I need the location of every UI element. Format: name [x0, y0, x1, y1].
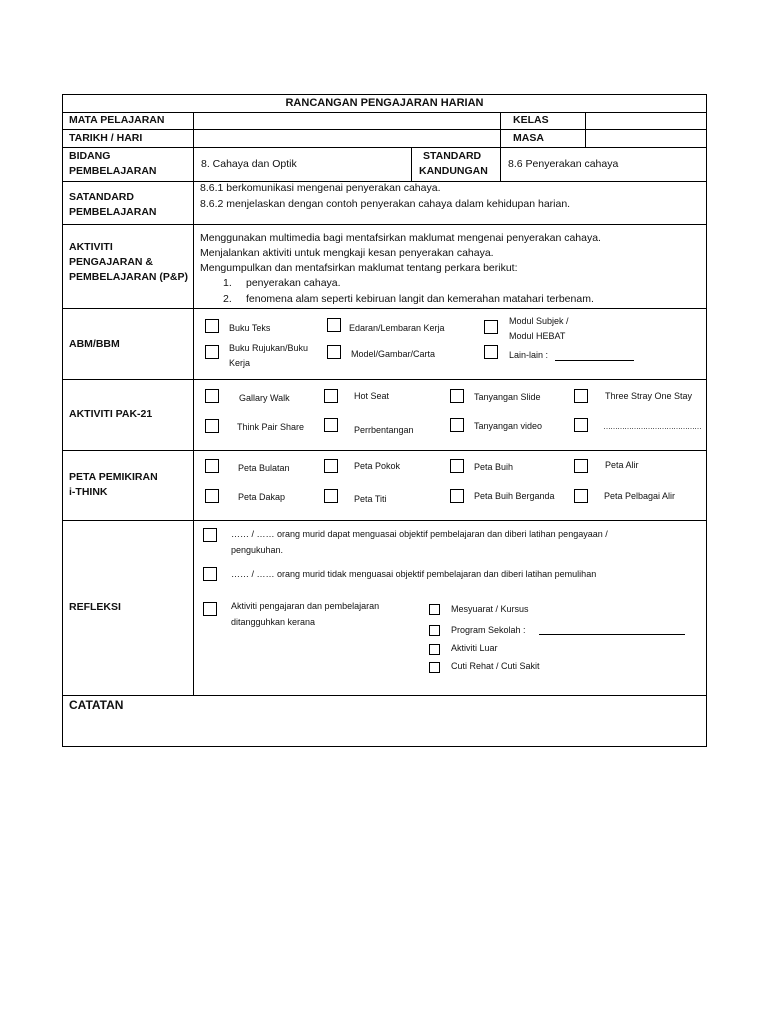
standard-value: 8.6 Penyerakan cahaya: [508, 158, 619, 170]
ithink-label-line1: PETA PEMIKIRAN: [69, 471, 158, 483]
program-sekolah-label: Program Sekolah :: [451, 625, 526, 635]
tayangan-video-checkbox[interactable]: [450, 418, 464, 432]
gallary-walk-label: Gallary Walk: [239, 393, 290, 403]
masa-label: MASA: [513, 132, 544, 144]
mesyuarat-checkbox[interactable]: [429, 604, 440, 615]
tayangan-slide-label: Tanyangan Slide: [474, 392, 541, 402]
three-stray-checkbox[interactable]: [574, 389, 588, 403]
tidak-menguasai-text: …… / …… orang murid tidak menguasai objektif pembelajaran dan diberi latihan pemulihan: [231, 569, 597, 579]
mata-pelajaran-label: MATA PELAJARAN: [69, 114, 165, 126]
peta-titi-checkbox[interactable]: [324, 489, 338, 503]
peta-bulatan-checkbox[interactable]: [205, 459, 219, 473]
peta-dakap-label: Peta Dakap: [238, 492, 286, 502]
abm-label: ABM/BBM: [69, 338, 120, 350]
ithink-label-line2: i-THINK: [69, 486, 108, 498]
pak21-label: AKTIVITI PAK-21: [69, 408, 153, 420]
edaran-checkbox[interactable]: [327, 318, 341, 332]
catatan-label: CATATAN: [69, 698, 124, 712]
sp-line2: 8.6.2 menjelaskan dengan contoh penyerakan cahaya dalam kehidupan harian.: [200, 198, 571, 210]
peta-pokok-label: Peta Pokok: [354, 461, 401, 471]
refleksi-label: REFLEKSI: [69, 601, 121, 613]
catatan-field[interactable]: [63, 715, 706, 746]
ditangguhkan-line1: Aktiviti pengajaran dan pembelajaran: [231, 601, 380, 611]
lain-lain-line[interactable]: [555, 360, 634, 361]
grid-line: [63, 224, 706, 225]
modul-checkbox[interactable]: [484, 320, 498, 334]
grid-line: [63, 695, 706, 696]
kelas-field[interactable]: [587, 113, 705, 128]
modul-label-line2: Modul HEBAT: [509, 331, 566, 341]
buku-rujukan-checkbox[interactable]: [205, 345, 219, 359]
grid-line: [500, 147, 501, 181]
aktiviti-item1: penyerakan cahaya.: [246, 277, 341, 289]
tayangan-video-label: Tanyangan video: [474, 421, 543, 431]
hot-seat-label: Hot Seat: [354, 391, 390, 401]
ditangguhkan-line2: ditangguhkan kerana: [231, 617, 316, 627]
buku-rujukan-label-line2: Kerja: [229, 358, 251, 368]
bidang-label-line1: BIDANG: [69, 150, 111, 162]
buku-teks-checkbox[interactable]: [205, 319, 219, 333]
tarikh-hari-label: TARIKH / HARI: [69, 132, 143, 144]
hot-seat-checkbox[interactable]: [324, 389, 338, 403]
aktiviti-luar-label: Aktiviti Luar: [451, 643, 498, 653]
peta-titi-label: Peta Titi: [354, 494, 387, 504]
aktiviti-label-line2: PENGAJARAN &: [69, 256, 154, 268]
peta-dakap-checkbox[interactable]: [205, 489, 219, 503]
grid-line: [63, 308, 706, 309]
grid-line: [585, 112, 586, 147]
lesson-plan-form: [62, 94, 707, 747]
aktiviti-item2: fenomena alam seperti kebiruan langit dan kemerahan matahari terbenam.: [246, 293, 594, 305]
aktiviti-line3: Mengumpulkan dan mentafsirkan maklumat tentang perkara berikut:: [200, 262, 518, 274]
sp-label-line2: PEMBELAJARAN: [69, 206, 157, 218]
peta-buih-label: Peta Buih: [474, 462, 514, 472]
peta-pokok-checkbox[interactable]: [324, 459, 338, 473]
aktiviti-item2-number: 2.: [223, 293, 232, 305]
gallary-walk-checkbox[interactable]: [205, 389, 219, 403]
other-pak21-dots[interactable]: ……………………………………: [603, 422, 701, 431]
aktiviti-label-line3: PEMBELAJARAN (P&P): [69, 271, 189, 283]
perbentangan-label: Perrbentangan: [354, 425, 414, 435]
buku-rujukan-label-line1: Buku Rujukan/Buku: [229, 343, 309, 353]
tidak-menguasai-checkbox[interactable]: [203, 567, 217, 581]
lain-lain-label: Lain-lain :: [509, 350, 549, 360]
aktiviti-item1-number: 1.: [223, 277, 232, 289]
aktiviti-luar-checkbox[interactable]: [429, 644, 440, 655]
model-label: Model/Gambar/Carta: [351, 349, 436, 359]
peta-alir-label: Peta Alir: [605, 460, 639, 470]
bidang-label-line2: PEMBELAJARAN: [69, 165, 157, 177]
aktiviti-line2: Menjalankan aktiviti untuk mengkaji kesan penyerakan cahaya.: [200, 247, 494, 259]
model-checkbox[interactable]: [327, 345, 341, 359]
peta-buih-checkbox[interactable]: [450, 459, 464, 473]
cuti-checkbox[interactable]: [429, 662, 440, 673]
think-pair-share-label: Think Pair Share: [237, 422, 305, 432]
standard-label-line2: KANDUNGAN: [419, 165, 488, 177]
kelas-label: KELAS: [513, 114, 549, 126]
aktiviti-line1: Menggunakan multimedia bagi mentafsirkan maklumat mengenai penyerakan cahaya.: [200, 232, 601, 244]
tarikh-hari-field[interactable]: [195, 130, 499, 146]
program-sekolah-line[interactable]: [539, 634, 685, 635]
other-pak21-checkbox[interactable]: [574, 418, 588, 432]
peta-alir-checkbox[interactable]: [574, 459, 588, 473]
three-stray-label: Three Stray One Stay: [605, 391, 693, 401]
grid-line: [63, 450, 706, 451]
standard-label-line1: STANDARD: [423, 150, 482, 162]
peta-pelbagai-alir-label: Peta Pelbagai Alir: [604, 491, 676, 501]
menguasai-line1: …… / …… orang murid dapat menguasai objektif pembelajaran dan diberi latihan pengayaan /: [231, 529, 608, 539]
mesyuarat-label: Mesyuarat / Kursus: [451, 604, 529, 614]
mata-pelajaran-field[interactable]: [195, 113, 499, 128]
grid-line: [411, 147, 412, 181]
sp-label-line1: SATANDARD: [69, 191, 134, 203]
menguasai-line2: pengukuhan.: [231, 545, 284, 555]
edaran-label: Edaran/Lembaran Kerja: [349, 323, 445, 333]
lain-lain-checkbox[interactable]: [484, 345, 498, 359]
bidang-value: 8. Cahaya dan Optik: [201, 158, 297, 170]
page-title: RANCANGAN PENGAJARAN HARIAN: [285, 97, 484, 109]
perbentangan-checkbox[interactable]: [324, 418, 338, 432]
grid-line: [63, 379, 706, 380]
peta-buih-berganda-label: Peta Buih Berganda: [474, 491, 555, 501]
grid-line: [63, 147, 706, 148]
peta-buih-berganda-checkbox[interactable]: [450, 489, 464, 503]
think-pair-share-checkbox[interactable]: [205, 419, 219, 433]
peta-bulatan-label: Peta Bulatan: [238, 463, 290, 473]
program-sekolah-checkbox[interactable]: [429, 625, 440, 636]
menguasai-checkbox[interactable]: [203, 528, 217, 542]
modul-label-line1: Modul Subjek /: [509, 316, 569, 326]
grid-line: [193, 112, 194, 695]
sp-line1: 8.6.1 berkomunikasi mengenai penyerakan cahaya.: [200, 182, 441, 194]
grid-line: [500, 112, 501, 147]
tayangan-slide-checkbox[interactable]: [450, 389, 464, 403]
ditangguhkan-checkbox[interactable]: [203, 602, 217, 616]
grid-line: [63, 520, 706, 521]
peta-pelbagai-alir-checkbox[interactable]: [574, 489, 588, 503]
cuti-label: Cuti Rehat / Cuti Sakit: [451, 661, 540, 671]
aktiviti-label-line1: AKTIVITI: [69, 241, 113, 253]
masa-field[interactable]: [587, 130, 705, 146]
buku-teks-label: Buku Teks: [229, 323, 271, 333]
